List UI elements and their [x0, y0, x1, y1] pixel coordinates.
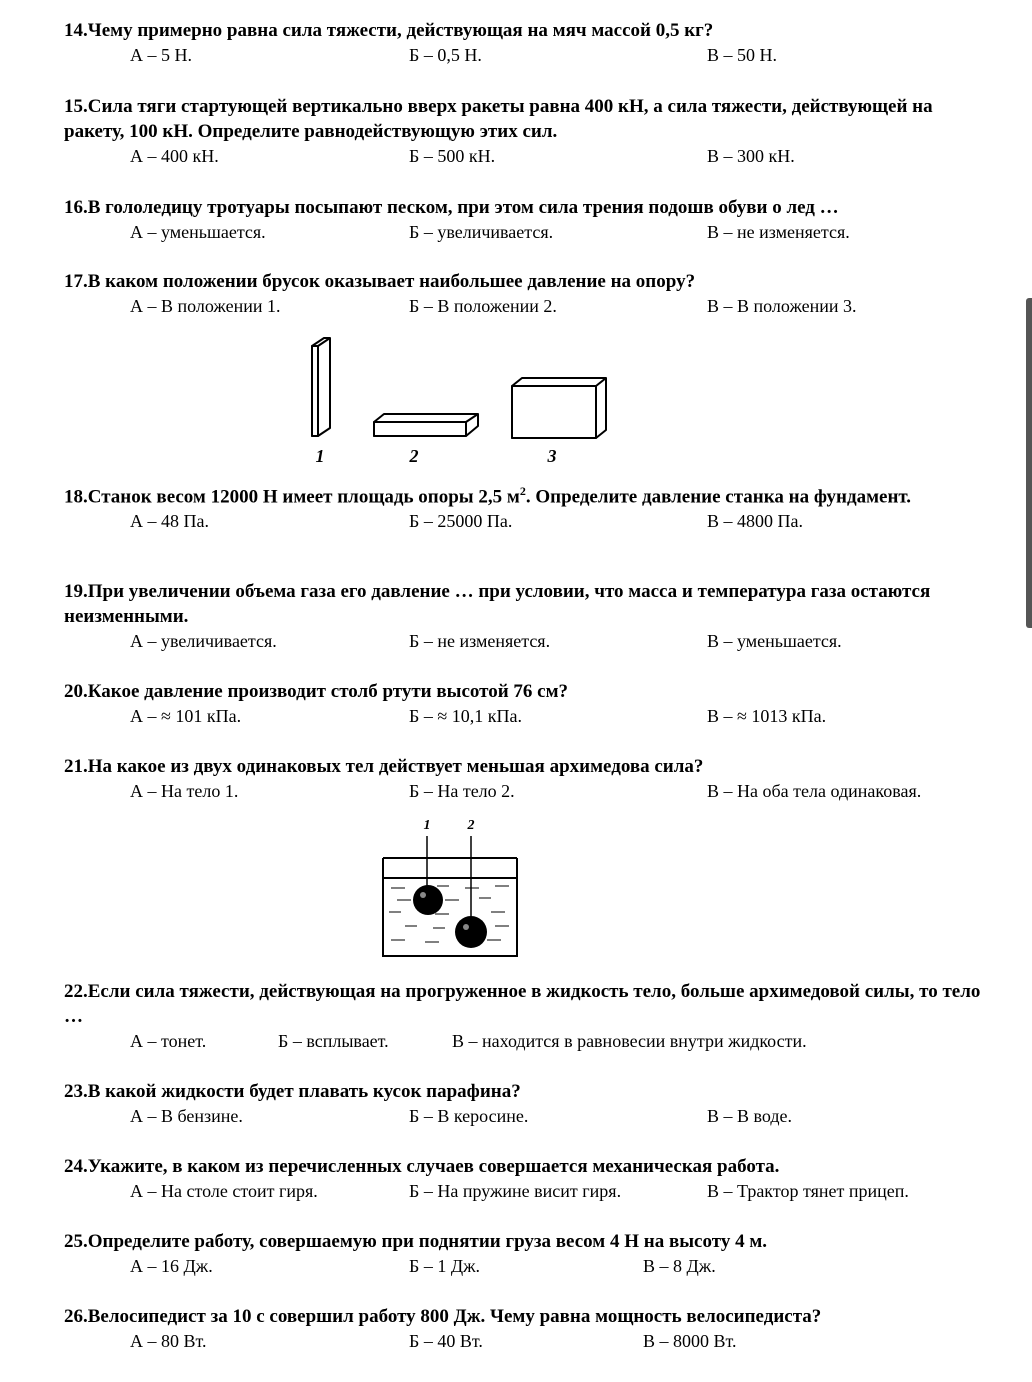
scrollbar-thumb[interactable] — [1026, 298, 1032, 628]
answer-b: Б – 40 Вт. — [409, 1331, 483, 1351]
question-text: 23.В какой жидкости будет плавать кусок парафина? — [64, 1081, 521, 1102]
answer-b: Б – В керосине. — [409, 1106, 529, 1126]
question-15 — [64, 94, 994, 168]
answer-row — [64, 509, 994, 533]
answer-c: В – уменьшается. — [707, 631, 842, 651]
question-text: 19.При увеличении объема газа его давление … при условии, что масса и температура газа остаются неизменными. — [64, 581, 931, 627]
question-text: 24.Укажите, в каком из перечисленных случаев совершается механическая работа. — [64, 1156, 780, 1177]
figure-label-3: 3 — [547, 446, 557, 466]
answer-row — [64, 629, 994, 653]
vessel-figure — [375, 814, 525, 964]
answer-c: В – 8 Дж. — [643, 1256, 716, 1276]
question-20 — [64, 679, 994, 728]
answer-row — [64, 144, 994, 168]
answer-a: А – На тело 1. — [130, 781, 239, 801]
answer-b: Б – всплывает. — [278, 1031, 389, 1051]
answer-b: Б – 1 Дж. — [409, 1256, 481, 1276]
answer-a: А – 400 кН. — [130, 146, 219, 166]
answer-b: Б – В положении 2. — [409, 296, 557, 316]
question-16 — [64, 195, 994, 244]
brick-position-3 — [512, 378, 606, 438]
answer-row — [64, 1179, 994, 1203]
answer-b: Б – ≈ 10,1 кПа. — [409, 706, 522, 726]
answer-b: Б – На тело 2. — [409, 781, 515, 801]
answer-row — [64, 1254, 994, 1278]
answer-c: В – На оба тела одинаковая. — [707, 781, 922, 801]
question-25 — [64, 1229, 994, 1278]
question-text: 20.Какое давление производит столб ртути высотой 76 см? — [64, 681, 569, 702]
answer-row — [64, 704, 994, 728]
question-text: 15.Сила тяги стартующей вертикально вверх ракеты равна 400 кН, а сила тяжести, действующей на ракету, 100 кН. Определите равнодействующую этих сил. — [64, 96, 933, 142]
answer-a: А – увеличивается. — [130, 631, 277, 651]
answer-b: Б – 500 кН. — [409, 146, 496, 166]
answer-c: В – В положении 3. — [707, 296, 857, 316]
answer-b: Б – увеличивается. — [409, 222, 554, 242]
answer-a: А – В положении 1. — [130, 296, 281, 316]
question-text: 21.На какое из двух одинаковых тел действует меньшая архимедова сила? — [64, 756, 704, 777]
answer-row — [64, 1329, 994, 1353]
body-2 — [455, 916, 487, 948]
answer-a: А – уменьшается. — [130, 222, 266, 242]
question-21 — [64, 754, 994, 803]
question-text: 14.Чему примерно равна сила тяжести, действующая на мяч массой 0,5 кг? — [64, 20, 714, 41]
brick-position-1 — [312, 338, 330, 436]
answer-b: Б – не изменяется. — [409, 631, 551, 651]
figure-label-2: 2 — [409, 446, 419, 466]
body-1 — [413, 885, 443, 915]
question-18 — [64, 479, 994, 533]
question-text: 22.Если сила тяжести, действующая на прогруженное в жидкость тело, больше архимедовой силы, то тело … — [64, 981, 981, 1027]
answer-a: А – На столе стоит гиря. — [130, 1181, 318, 1201]
question-19 — [64, 579, 994, 653]
answer-c: В – 50 Н. — [707, 45, 778, 65]
answer-row — [64, 294, 994, 318]
question-24 — [64, 1154, 994, 1203]
answer-c: В – находится в равновесии внутри жидкости. — [452, 1031, 807, 1051]
answer-a: А – 5 Н. — [130, 45, 192, 65]
answer-a: А – 48 Па. — [130, 511, 209, 532]
answer-a: А – 80 Вт. — [130, 1331, 207, 1351]
answer-c: В – не изменяется. — [707, 222, 850, 242]
question-text: 16.В гололедицу тротуары посыпают песком, при этом сила трения подошв обуви о лед … — [64, 197, 839, 218]
answer-a: А – ≈ 101 кПа. — [130, 706, 242, 726]
answer-a: А – тонет. — [130, 1031, 207, 1051]
liquid-hatching — [389, 886, 509, 942]
figure-label-1: 1 — [315, 446, 325, 466]
question-14 — [64, 18, 994, 67]
answer-c: В – Трактор тянет прицеп. — [707, 1181, 909, 1201]
question-text: 26.Велосипедист за 10 с совершил работу 800 Дж. Чему равна мощность велосипедиста? — [64, 1306, 822, 1327]
bricks-figure — [300, 332, 620, 472]
question-text: 25.Определите работу, совершаемую при поднятии груза весом 4 Н на высоту 4 м. — [64, 1231, 768, 1252]
vessel — [383, 858, 517, 956]
answer-b: Б – 25000 Па. — [409, 511, 513, 532]
answer-c: В – 8000 Вт. — [643, 1331, 737, 1351]
question-text: 18.Станок весом 12000 Н имеет площадь опоры 2,5 $м^2$. Определите давление станка на фундамент. — [64, 484, 912, 508]
answer-c: В – В воде. — [707, 1106, 793, 1126]
answer-b: Б – 0,5 Н. — [409, 45, 482, 65]
question-23 — [64, 1079, 994, 1128]
answer-row — [64, 43, 994, 67]
answer-c: В – 4800 Па. — [707, 511, 803, 532]
answer-a: А – В бензине. — [130, 1106, 243, 1126]
question-26 — [64, 1304, 994, 1353]
question-17 — [64, 269, 994, 318]
question-text: 17.В каком положении брусок оказывает наибольшее давление на опору? — [64, 271, 696, 292]
answer-row — [64, 779, 994, 803]
answer-a: А – 16 Дж. — [130, 1256, 213, 1276]
answer-b: Б – На пружине висит гиря. — [409, 1181, 622, 1201]
answer-row — [64, 1029, 994, 1053]
question-22 — [64, 979, 994, 1053]
answer-row — [64, 1104, 994, 1128]
answer-c: В – ≈ 1013 кПа. — [707, 706, 827, 726]
brick-position-2 — [374, 414, 478, 436]
body-label-2: 2 — [467, 818, 475, 833]
body-label-1: 1 — [423, 818, 431, 833]
answer-row — [64, 220, 994, 244]
answer-c: В – 300 кН. — [707, 146, 795, 166]
